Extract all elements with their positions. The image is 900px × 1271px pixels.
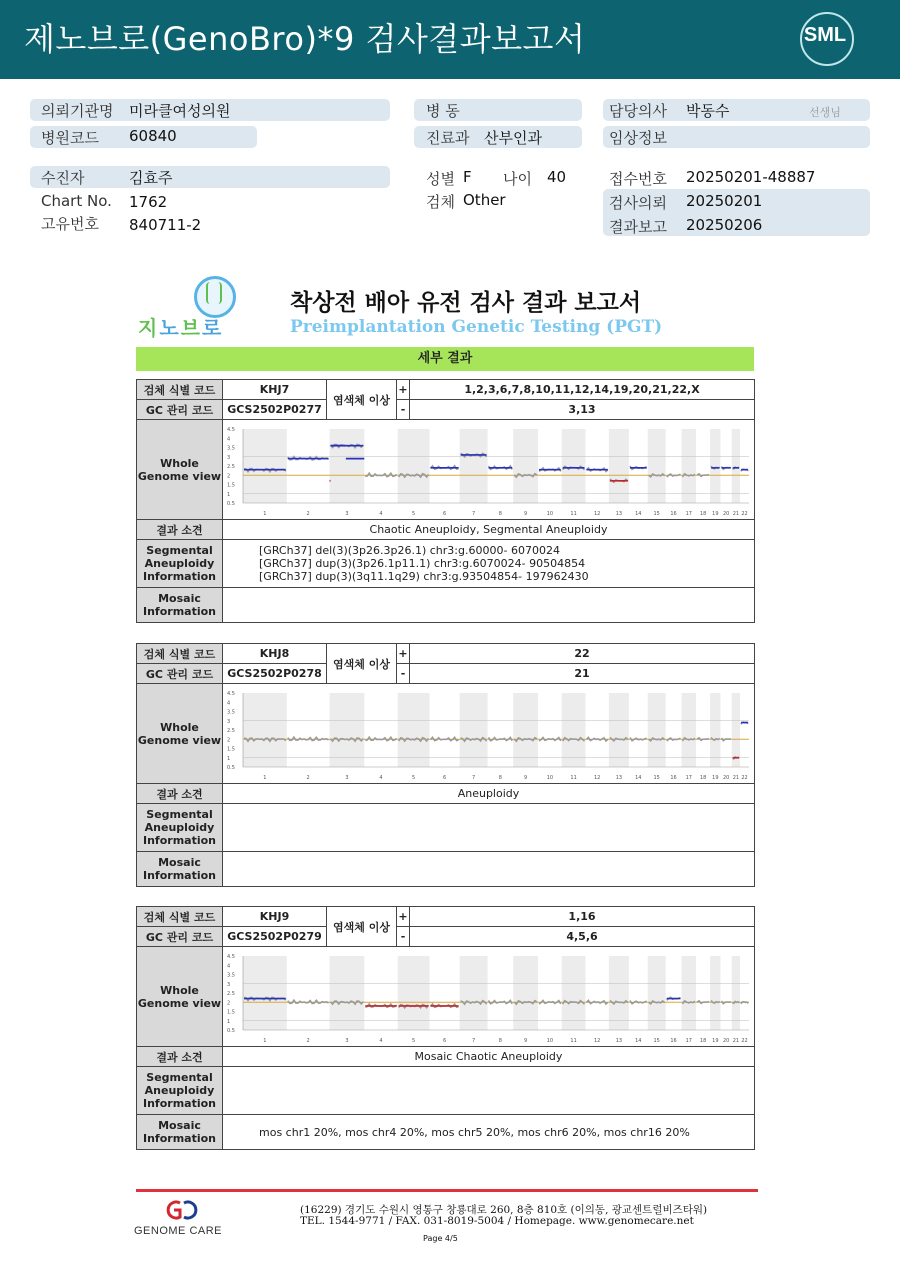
company-name: GENOME CARE [134,1225,223,1237]
x-tick-label: 13 [615,774,622,781]
chromosome-band [513,693,538,767]
chromosome-band [731,693,739,767]
loss-chromosomes: 4,5,6 [410,927,755,947]
segmental-label: Segmental Aneuploidy Information [137,804,223,852]
receipt-label: 접수번호 [609,170,667,188]
y-tick-label: 0.5 [226,764,235,771]
gc-code-label: GC 관리 코드 [137,400,223,420]
sex-value: F [463,168,472,186]
y-tick-label: 2.5 [226,990,235,997]
pgt-subtitle: Preimplantation Genetic Testing (PGT) [290,317,663,337]
copy-number-points [365,737,396,740]
age-label: 나이 [503,170,532,188]
x-tick-label: 13 [615,510,622,517]
x-tick-label: 5 [411,1037,415,1044]
chart-value: 1762 [129,193,168,211]
genome-view-label: Whole Genome view [137,684,223,784]
genome-view-cell [223,947,755,1047]
hospital-code-value: 60840 [129,127,177,145]
x-tick-label: 7 [471,1037,475,1044]
plus-sign: + [397,380,410,400]
hospital-code-label: 병원코드 [41,129,99,147]
segmental-line: [GRCh37] del(3)(3p26.3p26.1) chr3:g.60000- 6070024 [259,544,560,557]
loss-chromosomes: 21 [410,664,755,684]
x-tick-label: 19 [711,510,719,517]
x-tick-label: 10 [546,774,553,781]
x-tick-label: 17 [685,510,692,517]
segmental-line: [GRCh37] dup(3)(3p26.1p11.1) chr3:g.6070024- 90504854 [259,557,586,570]
genome-care-mark-icon [160,1199,204,1221]
minus-sign: - [397,927,410,947]
y-tick-label: 0.5 [226,1027,235,1034]
segmental-label: Segmental Aneuploidy Information [137,540,223,588]
report-date-value: 20250206 [686,216,763,234]
copy-number-points [721,1000,730,1003]
page-number: Page 4/5 [423,1234,458,1243]
y-tick-label: 2 [226,472,230,479]
x-tick-label: 2 [306,1037,310,1044]
doctor-value: 박동수 [686,102,730,120]
chromosome-band [561,956,585,1030]
x-tick-label: 18 [699,1037,706,1044]
genome-view-cell [223,684,755,784]
chrom-abn-label: 염색체 이상 [327,644,397,684]
finding-value: Mosaic Chaotic Aneuploidy [223,1047,755,1067]
x-tick-label: 5 [411,774,415,781]
x-tick-label: 2 [306,774,310,781]
x-tick-label: 6 [442,510,446,517]
y-tick-label: 1 [226,755,230,762]
x-tick-label: 19 [711,774,719,781]
y-tick-label: 4 [226,699,230,706]
gc-code-value: GCS2502P0279 [223,927,327,947]
ward-label: 병 동 [426,102,460,120]
sample-table [136,643,755,887]
specimen-label: 검체 [426,193,455,211]
chromosome-band [561,693,585,767]
plus-sign: + [397,907,410,927]
pgt-title: 착상전 배아 유전 검사 결과 보고서 [290,290,642,316]
gain-chromosomes: 22 [410,644,755,664]
x-tick-label: 18 [699,510,706,517]
chromosome-band [731,956,739,1030]
footer-rule [136,1189,758,1192]
x-tick-label: 5 [411,510,415,517]
genome-care-logo [134,1199,234,1243]
x-tick-label: 21 [732,774,739,781]
x-tick-label: 19 [711,1037,719,1044]
institution-label: 의뢰기관명 [41,102,114,120]
x-tick-label: 1 [262,1037,266,1044]
x-tick-label: 22 [740,774,748,781]
chromosome-band [731,429,739,503]
x-tick-label: 11 [569,510,577,517]
copy-number-points [666,738,680,741]
whole-genome-chart [225,687,753,781]
x-tick-label: 2 [306,510,310,517]
chromosome-band [397,956,429,1030]
x-tick-label: 17 [685,1037,692,1044]
y-tick-label: 1.5 [226,482,235,488]
y-tick-label: 3.5 [226,972,235,978]
copy-number-points [666,474,680,477]
x-tick-label: 3 [344,1037,349,1044]
chromosome-band [647,693,665,767]
examinee-value: 김효주 [129,169,173,187]
genome-view-cell [223,420,755,520]
y-tick-label: 1 [226,1018,230,1025]
whole-genome-chart [225,950,753,1044]
x-tick-label: 15 [653,774,660,781]
y-tick-label: 1 [226,491,230,498]
chromosome-band [459,956,487,1030]
minus-sign: - [397,400,410,420]
gc-code-label: GC 관리 코드 [137,927,223,947]
x-tick-label: 14 [634,1037,642,1044]
x-tick-label: 22 [740,1037,748,1044]
x-tick-label: 22 [740,510,748,517]
finding-label: 결과 소견 [137,784,223,804]
y-tick-label: 2 [226,736,230,743]
x-tick-label: 10 [546,1037,553,1044]
sample-table [136,379,755,623]
chrom-abn-label: 염색체 이상 [327,907,397,947]
report-date-label: 결과보고 [609,218,667,236]
segmental-value [223,540,755,588]
chromosome-band [243,429,287,503]
chromosome-band [681,956,696,1030]
x-tick-label: 12 [593,1037,600,1044]
whole-genome-chart [225,423,753,517]
genome-view-label: Whole Genome view [137,420,223,520]
dept-value: 산부인과 [484,129,542,147]
y-tick-label: 1.5 [226,1009,235,1015]
report-title: 제노브로(GenoBro)*9 검사결과보고서 [24,20,586,58]
chromosome-band [397,429,429,503]
x-tick-label: 1 [262,510,266,517]
x-tick-label: 9 [523,774,527,781]
x-tick-label: 10 [546,510,553,517]
finding-label: 결과 소견 [137,1047,223,1067]
specimen-code-label: 검체 식별 코드 [137,380,223,400]
x-tick-label: 6 [442,1037,446,1044]
x-tick-label: 8 [498,774,502,781]
chromosome-band [681,693,696,767]
chromosome-band [243,956,287,1030]
chromosome-band [647,956,665,1030]
y-tick-label: 3.5 [226,445,235,451]
specimen-code-value: KHJ9 [223,907,327,927]
finding-value: Chaotic Aneuploidy, Segmental Aneuploidy [223,520,755,540]
y-tick-label: 2 [226,999,230,1006]
y-tick-label: 3 [226,454,230,461]
copy-number-points [539,737,561,740]
age-value: 40 [547,168,567,186]
report-header [0,0,900,79]
x-tick-label: 14 [634,510,642,517]
x-tick-label: 20 [722,510,729,517]
footer-contact: TEL. 1544-9771 / FAX. 031-8019-5004 / Homepage. www.genomecare.net [300,1215,694,1227]
specimen-code-value: KHJ8 [223,644,327,664]
chromosome-band [710,693,720,767]
y-tick-label: 3 [226,981,230,988]
gc-code-label: GC 관리 코드 [137,664,223,684]
x-tick-label: 3 [344,774,349,781]
institution-value: 미라클여성의원 [129,102,231,120]
x-tick-label: 16 [669,1037,677,1044]
x-tick-label: 16 [669,510,677,517]
segmental-value [223,1067,755,1115]
uid-value: 840711-2 [129,216,202,234]
segmental-value [223,804,755,852]
minus-sign: - [397,664,410,684]
specimen-value: Other [463,191,506,209]
specimen-code-label: 검체 식별 코드 [137,644,223,664]
x-tick-label: 4 [378,1037,383,1044]
y-tick-label: 1.5 [226,746,235,752]
logo-text: SML [803,24,847,46]
mosaic-value: mos chr1 20%, mos chr4 20%, mos chr5 20%, mos chr6 20%, mos chr16 20% [223,1115,755,1150]
finding-label: 결과 소견 [137,520,223,540]
chromosome-band [710,956,720,1030]
chromosome-band [329,956,364,1030]
x-tick-label: 20 [722,774,729,781]
sample-table [136,906,755,1150]
gc-code-value: GCS2502P0278 [223,664,327,684]
uid-label: 고유번호 [41,215,99,233]
clinical-label: 임상정보 [609,129,667,147]
gain-chromosomes: 1,2,3,6,7,8,10,11,12,14,19,20,21,22,X [410,380,755,400]
chromosome-band [243,693,287,767]
copy-number-points [740,1001,748,1003]
x-tick-label: 21 [732,510,739,517]
finding-value: Aneuploidy [223,784,755,804]
chromosome-band [397,693,429,767]
x-tick-label: 11 [569,1037,577,1044]
x-tick-label: 1 [262,774,266,781]
chromosome-band [459,429,487,503]
x-tick-label: 7 [471,510,475,517]
x-tick-label: 4 [378,774,383,781]
chromosome-band [608,693,628,767]
chromosome-band [329,429,364,503]
doctor-suffix: 선생님 [809,106,841,119]
mosaic-label: Mosaic Information [137,1115,223,1150]
chrom-abn-label: 염색체 이상 [327,380,397,420]
mosaic-value [223,852,755,887]
chart-label: Chart No. [41,192,112,210]
chromosome-band [513,956,538,1030]
mosaic-value [223,588,755,623]
dna-icon [206,282,222,304]
x-tick-label: 14 [634,774,642,781]
loss-chromosomes: 3,13 [410,400,755,420]
copy-number-points [539,1000,561,1003]
genobro-logo-text: 지노브로 [138,316,224,340]
y-tick-label: 2.5 [226,463,235,470]
x-tick-label: 15 [653,1037,660,1044]
request-label: 검사의뢰 [609,194,667,212]
mosaic-label: Mosaic Information [137,588,223,623]
x-tick-label: 18 [699,774,706,781]
x-tick-label: 17 [685,774,692,781]
x-tick-label: 12 [593,510,600,517]
chromosome-band [459,693,487,767]
genobro-logo [138,276,248,340]
x-tick-label: 21 [732,1037,739,1044]
y-tick-label: 3 [226,718,230,725]
x-tick-label: 3 [344,510,349,517]
x-tick-label: 12 [593,774,600,781]
gain-chromosomes: 1,16 [410,907,755,927]
sml-logo [796,12,854,62]
x-tick-label: 16 [669,774,677,781]
footer-address: (16229) 경기도 수원시 영통구 창룡대로 260, 8층 810호 (이의동, 광교센트럴비즈타워) [300,1204,708,1216]
segmental-label: Segmental Aneuploidy Information [137,1067,223,1115]
y-tick-label: 4.5 [226,426,235,433]
x-tick-label: 6 [442,774,446,781]
y-tick-label: 2.5 [226,727,235,734]
x-tick-label: 9 [523,1037,527,1044]
genome-view-label: Whole Genome view [137,947,223,1047]
chromosome-band [329,693,364,767]
mosaic-label: Mosaic Information [137,852,223,887]
sex-label: 성별 [426,170,455,188]
specimen-code-label: 검체 식별 코드 [137,907,223,927]
x-tick-label: 20 [722,1037,729,1044]
chromosome-band [513,429,538,503]
x-tick-label: 4 [378,510,383,517]
y-tick-label: 4.5 [226,690,235,697]
copy-number-points [586,1000,607,1004]
x-tick-label: 7 [471,774,475,781]
copy-number-points [586,737,607,741]
x-tick-label: 8 [498,1037,502,1044]
examinee-label: 수진자 [41,169,85,187]
request-value: 20250201 [686,192,763,210]
x-tick-label: 8 [498,510,502,517]
copy-number-points [721,737,730,740]
x-tick-label: 9 [523,510,527,517]
chromosome-band [608,429,628,503]
chromosome-band [608,956,628,1030]
chromosome-band [681,429,696,503]
segmental-line: [GRCh37] dup(3)(3q11.1q29) chr3:g.93504854- 197962430 [259,570,589,583]
gc-code-value: GCS2502P0277 [223,400,327,420]
y-tick-label: 0.5 [226,500,235,507]
dept-label: 진료과 [426,129,470,147]
chromosome-band [647,429,665,503]
copy-number-points [365,473,396,476]
x-tick-label: 13 [615,1037,622,1044]
plus-sign: + [397,644,410,664]
y-tick-label: 4.5 [226,953,235,960]
receipt-value: 20250201-48887 [686,168,816,186]
y-tick-label: 3.5 [226,709,235,715]
y-tick-label: 4 [226,435,230,442]
specimen-code-value: KHJ7 [223,380,327,400]
doctor-label: 담당의사 [609,102,667,120]
x-tick-label: 11 [569,774,577,781]
detail-results-header: 세부 결과 [136,347,754,371]
x-tick-label: 15 [653,510,660,517]
y-tick-label: 4 [226,962,230,969]
